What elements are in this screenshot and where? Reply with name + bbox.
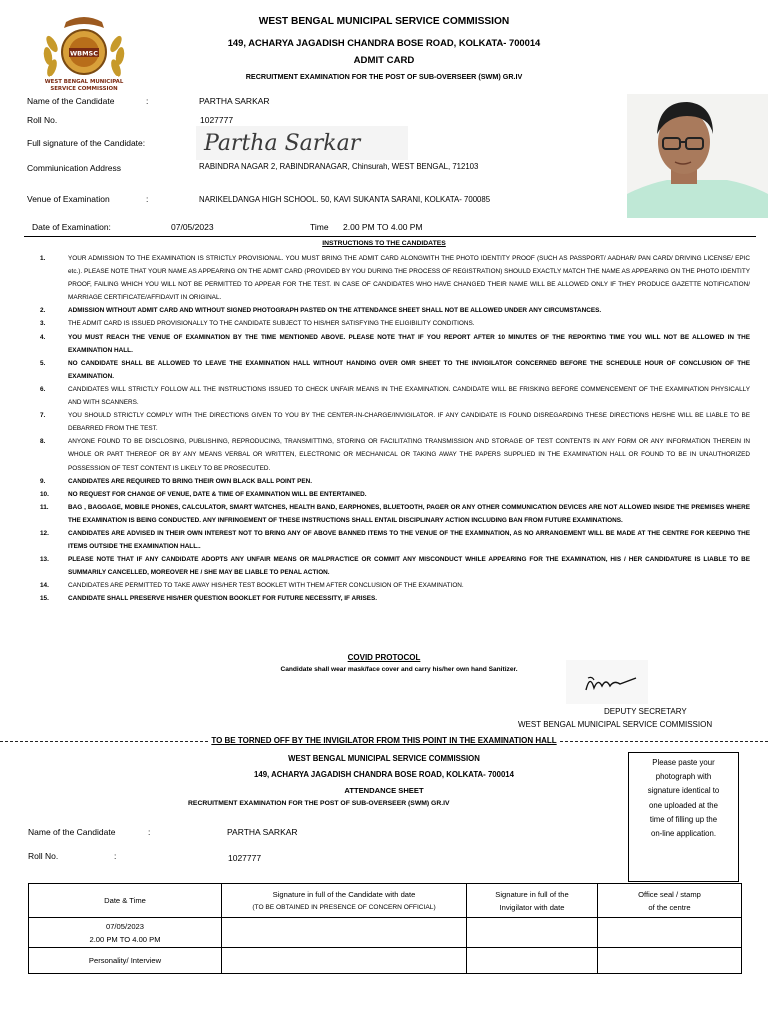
doc-title: ADMIT CARD	[353, 55, 415, 66]
cell-candidate-signature	[222, 918, 467, 948]
attendance-table	[28, 883, 742, 974]
instruction-item	[40, 501, 750, 527]
instruction-number: 3.	[40, 320, 46, 328]
covid-heading: COVID PROTOCOL	[347, 653, 421, 662]
candidate-address: RABINDRA NAGAR 2, RABINDRANAGAR, Chinsurah, WEST BENGAL, 712103	[199, 162, 479, 171]
instructions-list	[40, 252, 750, 606]
header-invigilator-line2: Invigilator with date	[499, 902, 565, 912]
instruction-text: YOUR ADMISSION TO THE EXAMINATION IS STRICTLY PROVISIONAL. YOU MUST BRING THE ADMIT CARD ALONGWITH THE PHOTO IDENTITY PROOF (SUCH AS PASSPORT/ AADHAR/ PAN CARD/ DRIVING LICENSE/ EPIC etc.). PLEASE NOTE THAT YOUR NAME AS APPEARING ON THE ADMIT CARD (PROVIDED BY YOU DURING THE PROCESS OF REGISTRATION) SHOULD EXACTLY MATCH THE NAME AS APPEARING ON THE PHOTO IDENTITY PROOF, FAILING WHICH YOU WILL NOT BE PERMITTED TO APPEAR FOR THE TEST. IN CASE OF CANDIDATES WHO HAVE CHANGED THEIR NAME WILL BE ALLOWED ONLY IF THEY PRODUCE GAZETTE NOTIFICATION/ MARRIAGE CERTIFICATE/AFFIDAVIT IN ORIGINAL.	[68, 255, 750, 302]
venue-colon: :	[146, 194, 149, 204]
header-candidate-signature-line1: Signature in full of the Candidate with date	[272, 889, 416, 899]
candidate-photo	[627, 94, 768, 218]
cell-empty	[222, 948, 467, 974]
exam-title: RECRUITMENT EXAMINATION FOR THE POST OF SUB-OVERSEER (SWM) GR.IV	[245, 72, 523, 81]
header-invigilator-line1: Signature in full of the	[495, 889, 569, 899]
authority-signature-image	[566, 660, 648, 704]
cell-office-seal	[598, 918, 742, 948]
roll-number: 1027777	[200, 115, 234, 125]
authority-org: WEST BENGAL MUNICIPAL SERVICE COMMISSION	[518, 720, 713, 729]
instruction-item	[40, 409, 750, 435]
org-name: WEST BENGAL MUNICIPAL SERVICE COMMISSION	[258, 16, 510, 27]
instruction-text: NO REQUEST FOR CHANGE OF VENUE, DATE & TIME OF EXAMINATION WILL BE ENTERTAINED.	[68, 490, 367, 498]
header-office-seal	[598, 884, 742, 918]
cell-date-time	[29, 918, 222, 948]
logo-caption-2: SERVICE COMMISSION	[50, 86, 118, 92]
roll-label: Roll No.	[27, 115, 58, 125]
photo-box-line: photograph with	[655, 772, 712, 782]
org-address: 149, ACHARYA JAGADISH CHANDRA BOSE ROAD, KOLKATA- 700014	[227, 37, 541, 48]
tear-off-text: TO BE TORNED OFF BY THE INVIGILATOR FROM THIS POINT IN THE EXAMINATION HALL	[208, 736, 559, 745]
name-label: Name of the Candidate	[27, 96, 115, 106]
instruction-item	[40, 304, 750, 317]
cell-date: 07/05/2023	[105, 921, 144, 931]
signature-text: Partha Sarkar	[204, 131, 361, 156]
section-divider	[24, 236, 756, 237]
candidate-name: PARTHA SARKAR	[199, 96, 270, 106]
instruction-text: CANDIDATES WILL STRICTLY FOLLOW ALL THE INSTRUCTIONS ISSUED TO CHECK UNFAIR MEANS IN THE EXAMINATION. CANDIDATE WILL BE FRISKING BEFORE COMMENCEMENT OF THE EXAMINATION PHYSICALLY AND WITH SCANNERS.	[68, 385, 750, 407]
instruction-text: ANYONE FOUND TO BE DISCLOSING, PUBLISHING, REPRODUCING, TRANSMITTING, STORING OR FACILITATING TRANSMISSION AND STORAGE OF TEST CONTENTS IN ANY FORM OR ANY INFORMATION THEREIN IN WHOLE OR PART THEREOF OR BY ANY MEANS VERBAL OR WRITTEN, ELECTRONIC OR MECHANICAL OR TAKING AWAY THE PAPERS SUPPLIED IN THE EXAMINATION HALL OR FOUND TO BE IN UNAUTHORIZED POSSESSION OF TEST CONTENT IS LIKELY TO BE PROSECUTED.	[68, 438, 750, 472]
attendance-name-label: Name of the Candidate	[28, 827, 116, 837]
address-label: Commiunication Address	[27, 163, 122, 173]
instruction-number: 15.	[40, 595, 49, 603]
header-office-line2: of the centre	[648, 902, 691, 912]
header-candidate-signature-line2: (TO BE OBTAINED IN PRESENCE OF CONCERN OFFICIAL)	[252, 903, 436, 911]
instruction-number: 8.	[40, 438, 46, 446]
instruction-item	[40, 331, 750, 357]
attendance-org: WEST BENGAL MUNICIPAL SERVICE COMMISSION	[288, 754, 480, 763]
venue-label: Venue of Examination	[27, 194, 110, 204]
instruction-text: BAG , BAGGAGE, MOBILE PHONES, CALCULATOR, SMART WATCHES, HEALTH BAND, EARPHONES, BLUETOOTH, PAGER OR ANY OTHER COMMUNICATION DEVICES ARE NOT ALLOWED INSIDE THE PREMISES WHERE THE EXAMINATION IS BEING CONDUCTED. ANY INFRINGEMENT OF THESE INSTRUCTIONS SHALL ENTAIL DISCIPLINARY ACTION INCLUDING BAN FROM FUTURE EXAMINATIONS.	[68, 503, 750, 524]
header-candidate-signature	[222, 884, 467, 918]
logo-text: WBMSC	[69, 49, 99, 58]
instruction-number: 4.	[40, 333, 46, 341]
instruction-item	[40, 488, 750, 501]
instruction-number: 14.	[40, 582, 49, 590]
exam-time: 2.00 PM TO 4.00 PM	[343, 222, 423, 232]
attendance-roll-colon: :	[114, 851, 117, 861]
instruction-item	[40, 592, 750, 605]
header-office-line1: Office seal / stamp	[638, 889, 701, 899]
attendance-name: PARTHA SARKAR	[227, 827, 298, 837]
instruction-item	[40, 252, 750, 304]
instruction-item	[40, 357, 750, 383]
instruction-number: 2.	[40, 307, 46, 315]
cell-invigilator-signature	[467, 918, 598, 948]
instruction-text: CANDIDATES ARE REQUIRED TO BRING THEIR OWN BLACK BALL POINT PEN.	[68, 477, 313, 485]
instruction-text: THE ADMIT CARD IS ISSUED PROVISIONALLY TO THE CANDIDATE SUBJECT TO HIS/HER SATISFYING THE ELIGIBILITY CONDITIONS.	[68, 320, 475, 328]
signature-label: Full signature of the Candidate:	[27, 138, 146, 148]
photo-box-line: time of filling up the	[649, 814, 718, 824]
time-label: Time	[310, 222, 329, 232]
instruction-text: PLEASE NOTE THAT IF ANY CANDIDATE ADOPTS ANY UNFAIR MEANS OR MALPRACTICE OR COMMIT ANY MISCONDUCT WHILE APPEARING FOR THE EXAMINATION, HIS / HER CANDIDATURE IS LIABLE TO BE SUMMARILY CANCELLED, MOREOVER HE / SHE MAY BE LIABLE TO PENAL ACTION.	[68, 556, 750, 577]
photo-box-line: one uploaded at the	[649, 800, 718, 810]
attendance-name-colon: :	[148, 827, 151, 837]
instructions-heading: INSTRUCTIONS TO THE CANDIDATES	[322, 240, 446, 247]
instruction-item	[40, 475, 750, 488]
instruction-number: 6.	[40, 385, 46, 393]
header-invigilator-signature	[467, 884, 598, 918]
table-row	[29, 918, 742, 948]
instruction-number: 12.	[40, 529, 49, 537]
exam-venue: NARIKELDANGA HIGH SCHOOL. 50, KAVI SUKANTA SARANI, KOLKATA- 700085	[199, 195, 491, 204]
instruction-text: NO CANDIDATE SHALL BE ALLOWED TO LEAVE THE EXAMINATION HALL WITHOUT HANDING OVER OMR SHEET TO THE INVIGILATOR CONCERNED BEFORE THE SCHEDULE HOUR OF CONCLUSION OF THE EXAMINATION.	[68, 359, 750, 380]
instruction-number: 1.	[40, 255, 46, 262]
instruction-number: 9.	[40, 477, 46, 485]
covid-text: Candidate shall wear mask/face cover and carry his/her own hand Sanitizer.	[280, 666, 518, 673]
logo-caption-1: WEST BENGAL MUNICIPAL	[44, 79, 124, 85]
instruction-item	[40, 527, 750, 553]
instruction-text: CANDIDATES ARE PERMITTED TO TAKE AWAY HIS/HER TEST BOOKLET WITH THEM AFTER CONCLUSION OF THE EXAMINATION.	[68, 582, 464, 590]
instruction-text: ADMISSION WITHOUT ADMIT CARD AND WITHOUT SIGNED PHOTOGRAPH PASTED ON THE ATTENDANCE SHEET SHALL NOT BE ALLOWED UNDER ANY CIRCUMSTANCES.	[68, 307, 602, 315]
cell-personality: Personality/ Interview	[29, 948, 222, 974]
instruction-number: 10.	[40, 490, 49, 498]
photo-paste-box	[628, 752, 739, 882]
instruction-item	[40, 317, 750, 330]
instruction-number: 13.	[40, 556, 49, 564]
header-date-time: Date & Time	[29, 884, 222, 918]
authority-designation: DEPUTY SECRETARY	[604, 707, 687, 716]
instruction-item	[40, 383, 750, 409]
photo-box-line: on-line application.	[650, 829, 717, 839]
exam-date: 07/05/2023	[171, 222, 214, 232]
instruction-text: YOU SHOULD STRICTLY COMPLY WITH THE DIRECTIONS GIVEN TO YOU BY THE CENTER-IN-CHARGE/INVIGILATOR. IF ANY CANDIDATE IS FOUND DISREGARDING THESE DIRECTIONS HE/SHE WILL BE LIABLE TO BE DEBARRED FROM THE TEST.	[68, 412, 750, 433]
cell-empty	[598, 948, 742, 974]
instruction-item	[40, 553, 750, 579]
cell-time: 2.00 PM TO 4.00 PM	[89, 934, 161, 944]
tear-off-text-wrap	[0, 736, 768, 745]
instruction-text: CANDIDATES ARE ADVISED IN THEIR OWN INTEREST NOT TO BRING ANY OF ABOVE BANNED ITEMS TO THE VENUE OF THE EXAMINATION, AS NO ARRANGEMENT WILL BE MADE AT THE CENTRE FOR KEEPING THE ITEMS OUTSIDE THE EXAMINATION HALL..	[68, 529, 750, 551]
attendance-address: 149, ACHARYA JAGADISH CHANDRA BOSE ROAD, KOLKATA- 700014	[254, 770, 514, 779]
attendance-title: ATTENDANCE SHEET	[344, 786, 424, 795]
attendance-exam: RECRUITMENT EXAMINATION FOR THE POST OF SUB-OVERSEER (SWM) GR.IV	[188, 800, 450, 807]
table-header-row	[29, 884, 742, 918]
instruction-item	[40, 435, 750, 474]
instruction-text: YOU MUST REACH THE VENUE OF EXAMINATION BY THE TIME MENTIONED ABOVE. PLEASE NOTE THAT IF YOU REPORT AFTER 10 MINUTES OF THE REPORTING TIME YOU WILL NOT BE ALLOWED IN THE EXAMINATION HALL.	[68, 333, 750, 354]
instruction-number: 7.	[40, 412, 46, 420]
candidate-signature-image	[196, 126, 408, 160]
cell-empty	[467, 948, 598, 974]
photo-box-line: Please paste your	[652, 758, 715, 767]
instruction-number: 5.	[40, 359, 46, 367]
instruction-item	[40, 579, 750, 592]
attendance-roll: 1027777	[228, 853, 262, 863]
instruction-number: 11.	[40, 503, 49, 511]
photo-box-line: signature identical to	[647, 786, 720, 796]
instruction-text: CANDIDATE SHALL PRESERVE HIS/HER QUESTION BOOKLET FOR FUTURE NECESSITY, IF ARISES.	[68, 595, 378, 603]
name-colon: :	[146, 96, 149, 106]
table-row	[29, 948, 742, 974]
date-label: Date of Examination:	[32, 222, 111, 232]
attendance-roll-label: Roll No.	[28, 851, 59, 861]
